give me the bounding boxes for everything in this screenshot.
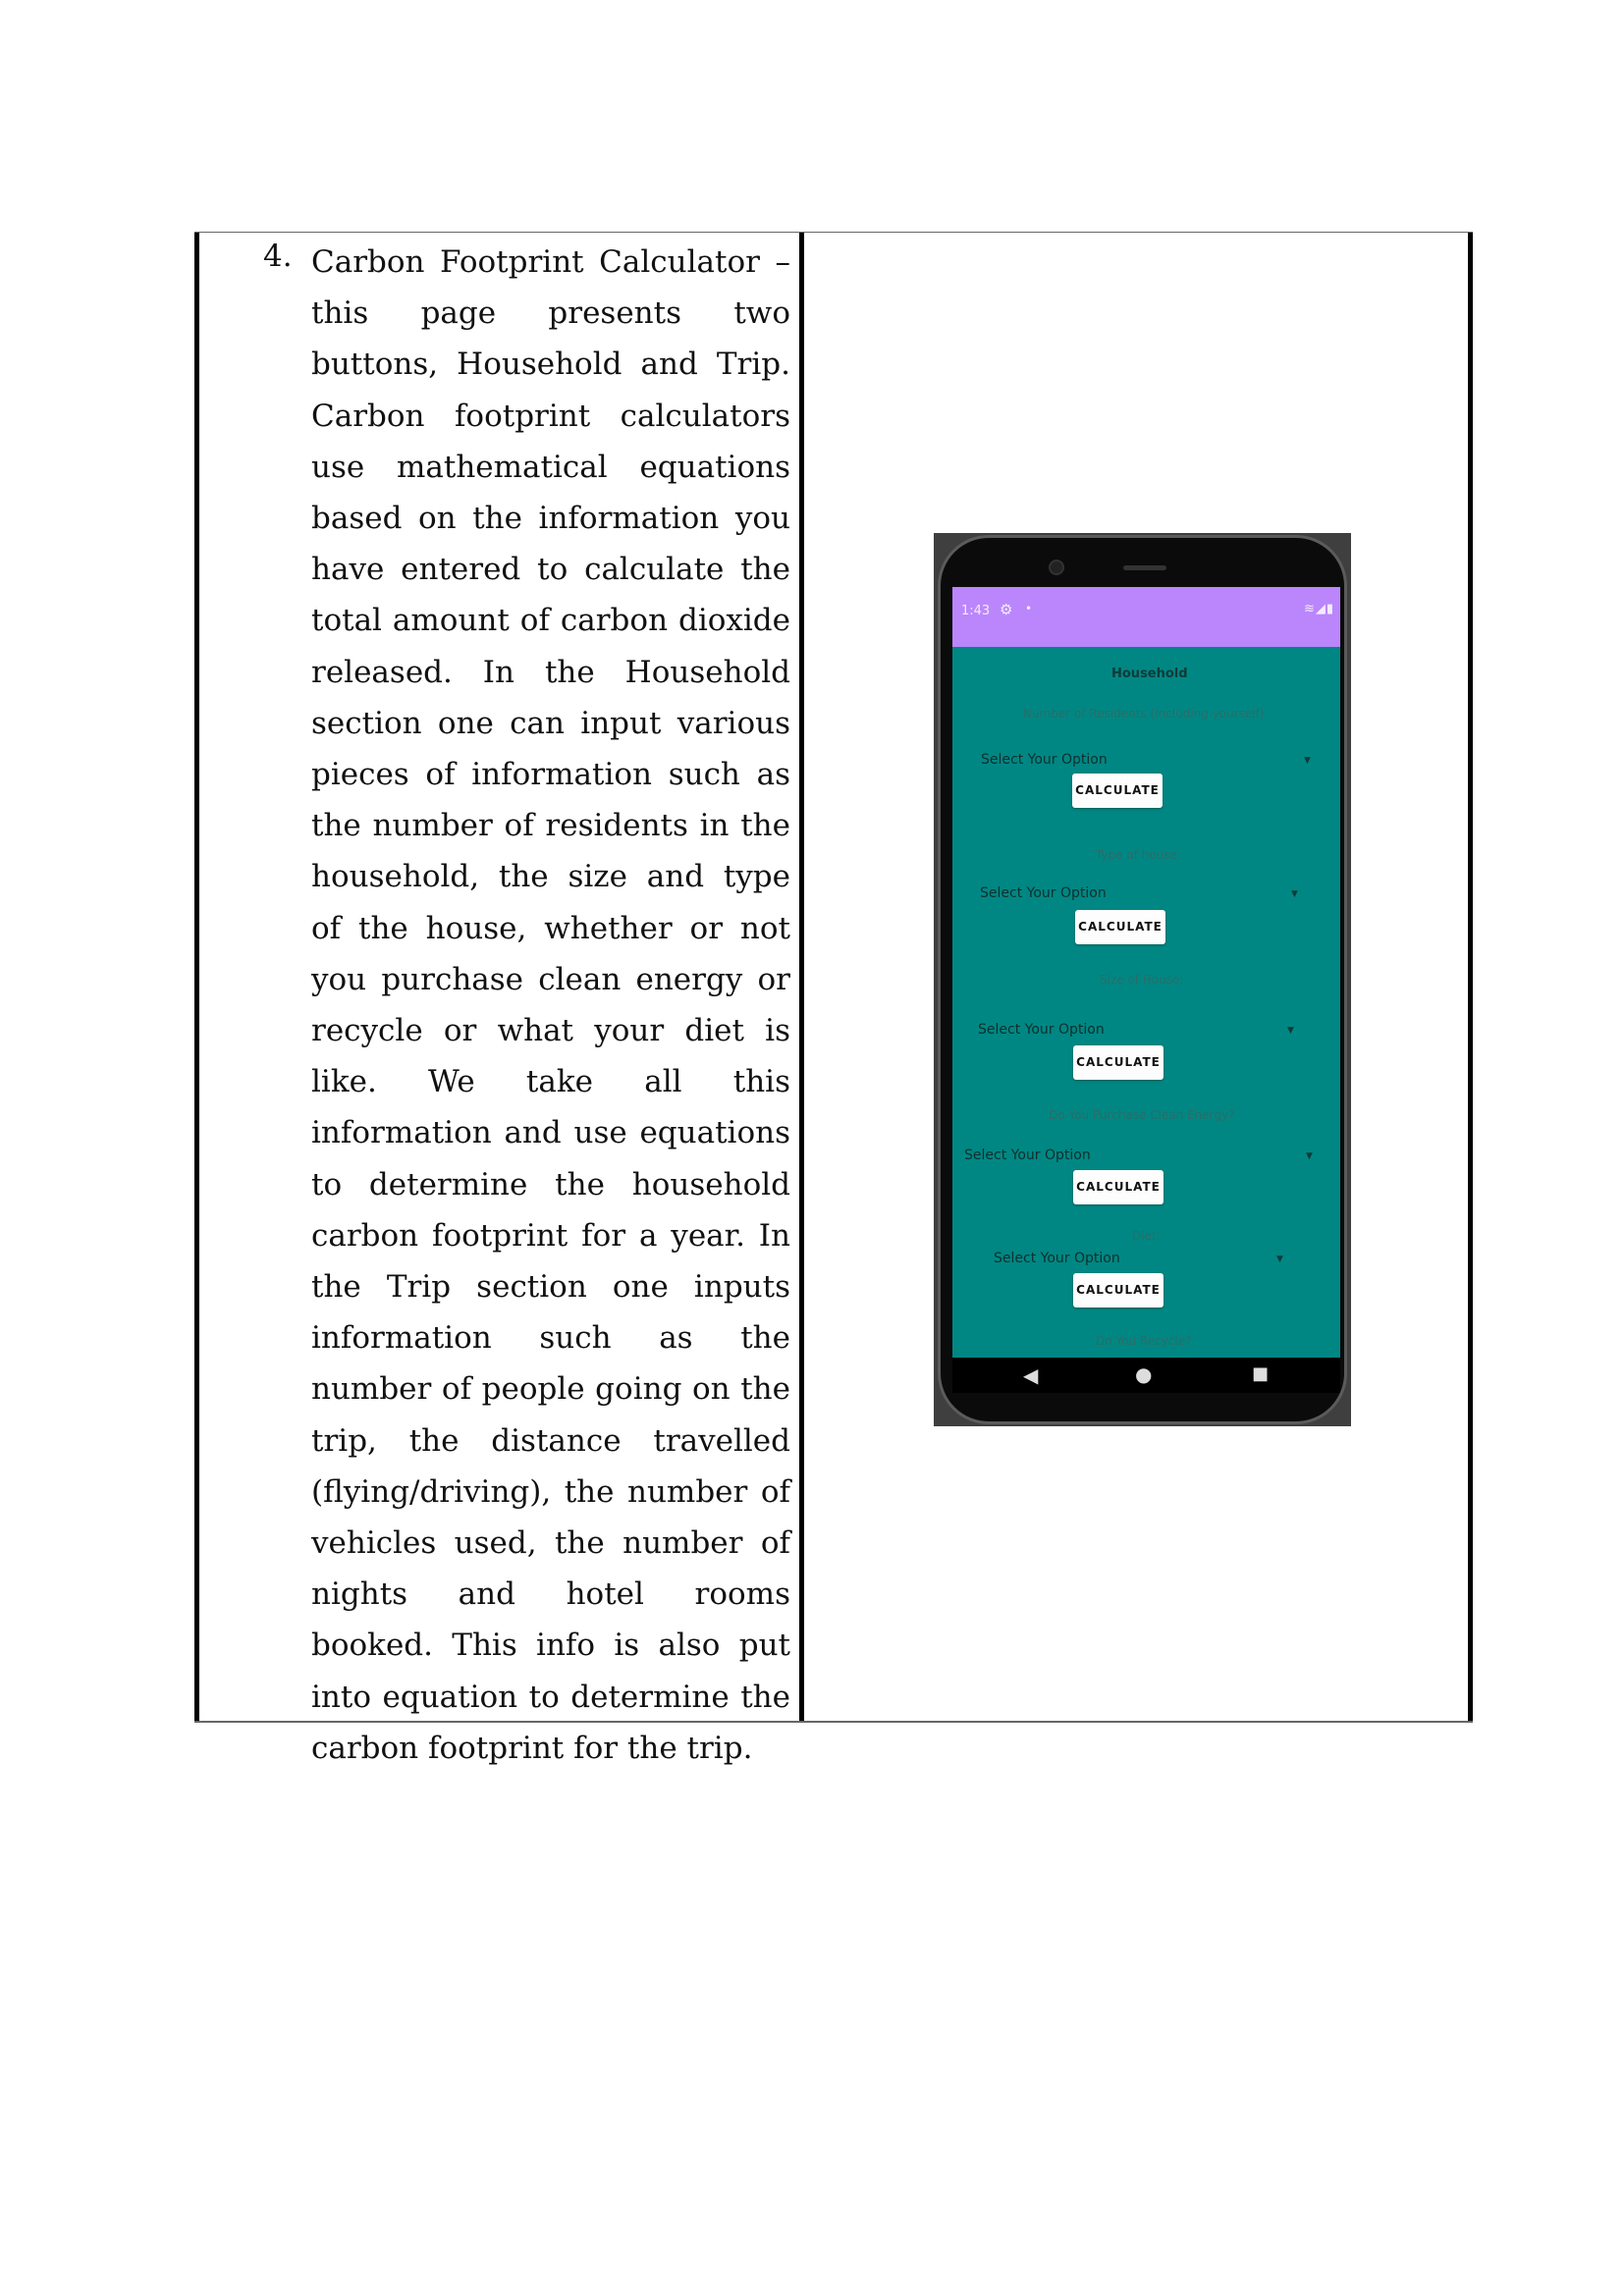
house-size-label: Size of House: (1100, 973, 1184, 987)
recycle-label: Do You Recycle? (1096, 1334, 1192, 1348)
text-cell (199, 233, 799, 1766)
recents-square-icon[interactable]: ■ (1252, 1363, 1270, 1384)
status-bar (952, 587, 1340, 647)
diet-label: Diet: (1132, 1229, 1161, 1243)
house-size-select[interactable]: Select Your Option (978, 1022, 1105, 1038)
status-time: 1:43 (961, 604, 991, 618)
back-triangle-icon[interactable]: ◀ (1023, 1363, 1039, 1387)
chevron-down-icon[interactable]: ▼ (1306, 1151, 1313, 1161)
residents-label: Number of Residents (including yourself) (1023, 707, 1265, 721)
front-camera-icon (1049, 560, 1064, 575)
description-paragraph: Carbon Footprint Calculator – this page presents two buttons, Household and Trip. Carbon footprint calculators use mathematical equations based on the information you have entered to calculate the total amount of carbon dioxide released. In the Household section one can input various pieces of information such as the number of residents in the household, the size and type of the house, whether or not you purchase clean energy or recycle or what your diet is like. We take all this information and use equations to determine the household carbon footprint for a year. In the Trip section one inputs information such as the number of people going on the trip, the distance travelled (flying/driving), the number of vehicles used, the number of nights and hotel rooms booked. This info is also put into equation to determine the carbon footprint for the trip. (311, 244, 790, 1766)
navigation-bar (952, 1358, 1340, 1393)
wifi-icon: ≋ (1303, 602, 1316, 616)
chevron-down-icon[interactable]: ▼ (1291, 889, 1298, 899)
calculate-clean-energy-button[interactable]: CALCULATE (1073, 1170, 1164, 1204)
calculate-residents-button[interactable]: CALCULATE (1072, 774, 1163, 808)
signal-icon: ◢ (1315, 602, 1326, 616)
phone-screen (952, 587, 1340, 1358)
calculate-diet-button[interactable]: CALCULATE (1073, 1273, 1164, 1308)
calculate-house-size-button[interactable]: CALCULATE (1073, 1045, 1164, 1080)
list-number: 4. (263, 239, 293, 274)
earpiece-speaker (1123, 565, 1166, 570)
gear-icon: ⚙ (1000, 601, 1013, 618)
chevron-down-icon[interactable]: ▼ (1287, 1026, 1294, 1036)
battery-icon: ▮ (1326, 602, 1334, 616)
home-circle-icon[interactable]: ● (1135, 1362, 1153, 1386)
phone-frame (938, 535, 1347, 1424)
diet-select[interactable]: Select Your Option (994, 1251, 1120, 1266)
calculate-house-type-button[interactable]: CALCULATE (1075, 910, 1165, 944)
page-title: Household (1111, 667, 1188, 681)
residents-select[interactable]: Select Your Option (981, 752, 1108, 768)
house-type-label: Type of house: (1096, 848, 1181, 862)
chevron-down-icon[interactable]: ▼ (1304, 756, 1311, 766)
table-border-right (1468, 233, 1473, 1721)
wifi-signal-battery-icons (1304, 602, 1334, 616)
chevron-down-icon[interactable]: ▼ (1276, 1255, 1283, 1264)
house-type-select[interactable]: Select Your Option (980, 885, 1107, 901)
notification-dot: • (1025, 602, 1033, 615)
clean-energy-label: Do You Purchase Clean Energy? (1049, 1108, 1235, 1122)
clean-energy-select[interactable]: Select Your Option (964, 1148, 1091, 1163)
